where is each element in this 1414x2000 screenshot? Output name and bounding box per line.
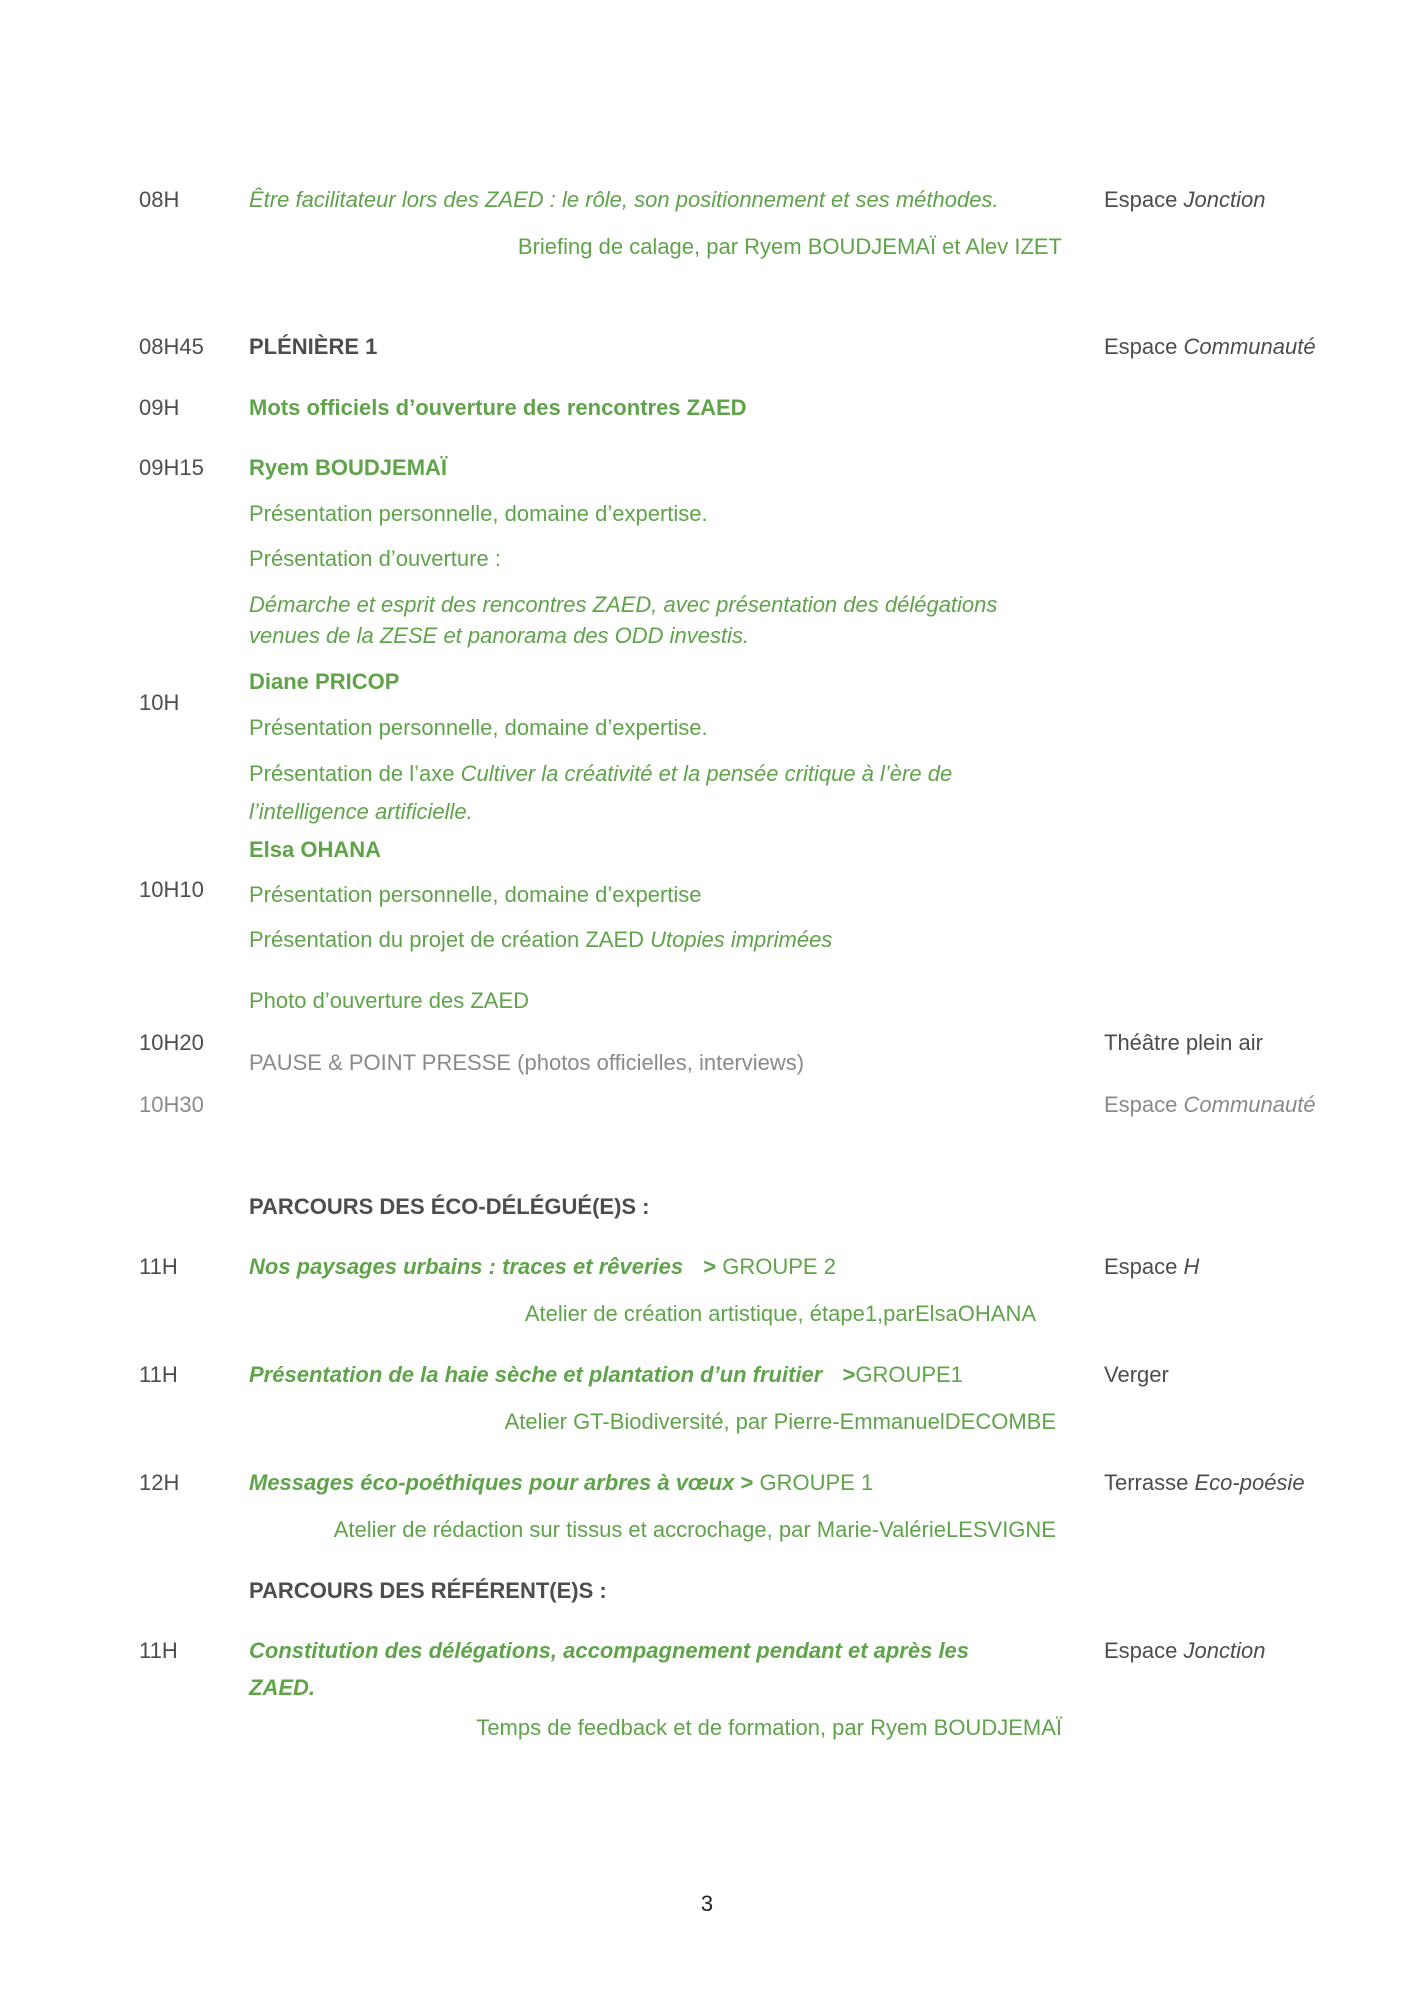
location-prefix: Espace (1104, 1254, 1178, 1279)
elsa-line-2 (249, 926, 832, 954)
location-name: Eco-poésie (1194, 1470, 1305, 1495)
time-11h: 11H (139, 1638, 178, 1663)
atelier-paysages-title: Nos paysages urbains : traces et rêveries (249, 1254, 684, 1279)
ryem-line-2: Présentation d’ouverture : (249, 546, 501, 571)
session-facilitateur-subtitle: Briefing de calage, par Ryem BOUDJEMAÏ et Alev IZET (517, 234, 1062, 259)
speaker-diane: Diane PRICOP (249, 669, 400, 694)
atelier-haie (249, 1361, 963, 1389)
atelier-messages-subtitle: Atelier de rédaction sur tissus et accrochage, par Marie-ValérieLESVIGNE (333, 1517, 1056, 1542)
location-name: Jonction (1183, 1638, 1266, 1663)
diane-line-3: l’intelligence artificielle. (249, 799, 473, 824)
location-jonction-referents (1104, 1637, 1265, 1665)
atelier-messages-title: Messages éco-poéthiques pour arbres à vœux (249, 1470, 735, 1495)
location-name: Jonction (1183, 187, 1266, 212)
time-11h: 11H (139, 1362, 178, 1387)
speaker-elsa: Elsa OHANA (249, 837, 382, 862)
arrow-icon: > (740, 1470, 754, 1495)
referents-title-line-2: ZAED. (249, 1675, 315, 1700)
atelier-paysages (249, 1253, 836, 1281)
location-prefix: Espace (1104, 1638, 1178, 1663)
location-communaute (1104, 333, 1316, 361)
pleniere-title: PLÉNIÈRE 1 (249, 334, 378, 359)
time-08h: 08H (139, 187, 180, 212)
atelier-haie-title: Présentation de la haie sèche et plantation d’un fruitier (249, 1362, 823, 1387)
atelier-haie-subtitle: Atelier GT-Biodiversité, par Pierre-EmmanuelDECOMBE (504, 1409, 1056, 1434)
photo-ouverture: Photo d’ouverture des ZAED (249, 988, 530, 1013)
atelier-messages-group: GROUPE 1 (759, 1470, 874, 1495)
atelier-messages (249, 1469, 873, 1497)
location-theatre: Théâtre plein air (1104, 1030, 1263, 1055)
diane-line-2 (249, 760, 952, 788)
session-facilitateur-title: Être facilitateur lors des ZAED : le rôle, son positionnement et ses méthodes. (249, 187, 999, 212)
location-jonction (1104, 186, 1265, 214)
location-name: Communauté (1183, 1092, 1316, 1117)
ryem-line-3b: venues de la ZESE et panorama des ODD investis. (249, 623, 750, 648)
ryem-line-1: Présentation personnelle, domaine d’expertise. (249, 501, 708, 526)
location-prefix: Espace (1104, 1092, 1178, 1117)
pause-presse: PAUSE & POINT PRESSE (photos officielles, interviews) (249, 1050, 805, 1075)
time-10h: 10H (139, 690, 180, 715)
eco-delegues-heading: PARCOURS DES ÉCO-DÉLÉGUÉ(E)S : (249, 1194, 650, 1219)
elsa-line-2-prefix: Présentation du projet de création ZAED (249, 927, 645, 952)
mots-officiels-title: Mots officiels d’ouverture des rencontres ZAED (249, 395, 747, 420)
time-12h: 12H (139, 1470, 180, 1495)
location-prefix: Espace (1104, 187, 1178, 212)
time-11h: 11H (139, 1254, 178, 1279)
arrow-icon: > (703, 1254, 717, 1279)
location-communaute-pause (1104, 1091, 1316, 1119)
location-verger: Verger (1104, 1362, 1169, 1387)
diane-line-2-prefix: Présentation de l’axe (249, 761, 455, 786)
location-prefix: Espace (1104, 334, 1178, 359)
referents-title-line-1: Constitution des délégations, accompagnement pendant et après les (249, 1638, 970, 1663)
atelier-paysages-subtitle: Atelier de création artistique, étape1,parElsaOHANA (524, 1301, 1036, 1326)
location-prefix: Terrasse (1104, 1470, 1189, 1495)
atelier-haie-group: GROUPE1 (855, 1362, 963, 1387)
atelier-paysages-group: GROUPE 2 (722, 1254, 836, 1279)
elsa-line-2-project: Utopies imprimées (650, 927, 833, 952)
time-10h10: 10H10 (139, 877, 204, 902)
speaker-ryem: Ryem BOUDJEMAÏ (249, 455, 448, 480)
location-terrasse (1104, 1469, 1305, 1497)
location-espace-h (1104, 1253, 1199, 1281)
page-number: 3 (700, 1891, 714, 1916)
ryem-line-3a: Démarche et esprit des rencontres ZAED, avec présentation des délégations (249, 592, 998, 617)
time-08h45: 08H45 (139, 334, 204, 359)
time-09h15: 09H15 (139, 455, 204, 480)
diane-line-2-axis: Cultiver la créativité et la pensée critique à l’ère de (460, 761, 953, 786)
arrow-icon: > (842, 1362, 856, 1387)
diane-line-1: Présentation personnelle, domaine d’expertise. (249, 715, 708, 740)
elsa-line-1: Présentation personnelle, domaine d’expertise (249, 882, 702, 907)
location-name: Communauté (1183, 334, 1316, 359)
time-10h20: 10H20 (139, 1030, 204, 1055)
time-09h: 09H (139, 395, 180, 420)
referents-subtitle: Temps de feedback et de formation, par Ryem BOUDJEMAÏ (476, 1715, 1062, 1740)
location-name: H (1183, 1254, 1200, 1279)
time-10h30: 10H30 (139, 1092, 204, 1117)
referents-heading: PARCOURS DES RÉFÉRENT(E)S : (249, 1578, 607, 1603)
